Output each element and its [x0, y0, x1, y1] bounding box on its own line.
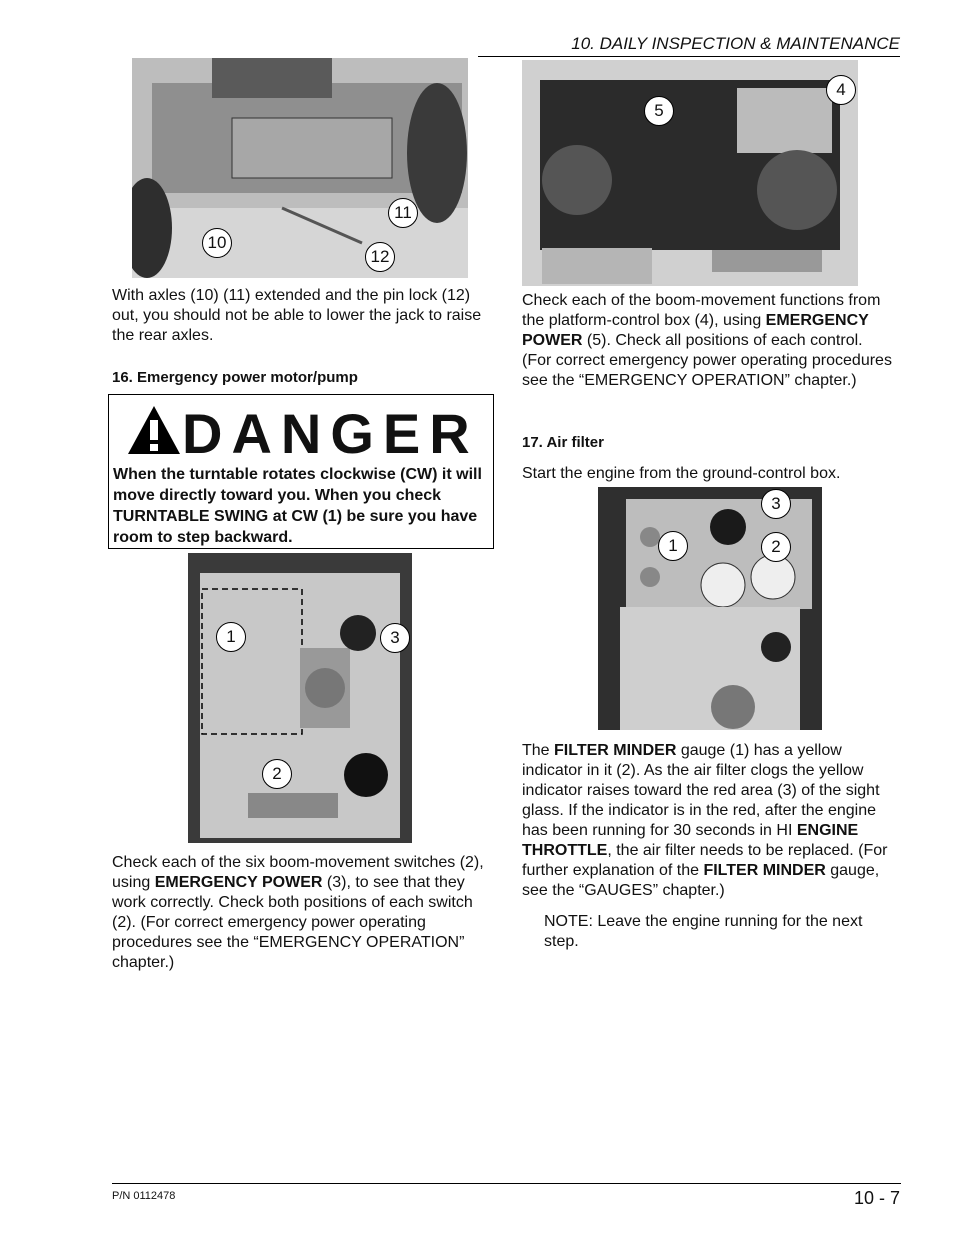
filter-explanation-d: ENGINE THROTTLE	[522, 822, 859, 859]
filter-minder-illustration	[598, 487, 822, 730]
filter-explanation	[522, 741, 894, 901]
callout-3-red-area: 3	[761, 489, 791, 519]
platform-control-illustration	[522, 60, 858, 286]
footer-rule	[112, 1183, 901, 1184]
callout-10: 10	[202, 228, 232, 258]
axles-photo-illustration	[132, 58, 468, 278]
switch-instruction	[112, 853, 492, 973]
filter-explanation-e: , the air filter needs to be replaced. (For further explanation of the	[522, 842, 888, 879]
callout-2-switches: 2	[262, 759, 292, 789]
note-text: NOTE: Leave the engine running for the next step.	[544, 913, 863, 950]
start-engine-instruction: Start the engine from the ground-control box.	[522, 465, 841, 482]
platform-control-photo	[522, 60, 858, 286]
callout-5: 5	[644, 96, 674, 126]
heading-17: 17. Air filter	[522, 434, 604, 451]
ground-control-photo	[188, 553, 412, 843]
section-header: 10. DAILY INSPECTION & MAINTENANCE	[478, 34, 900, 57]
filter-explanation-g: gauge, see the “GAUGES” chapter.)	[522, 862, 880, 899]
part-number: P/N 0112478	[112, 1190, 176, 1202]
warning-triangle-icon	[126, 404, 182, 456]
danger-message: When the turntable rotates clockwise (CW) it will move directly toward you. When you check TURNTABLE SWING at CW (1) be sure you have room to step backward.	[113, 466, 482, 546]
heading-16: 16. Emergency power motor/pump	[112, 369, 358, 386]
filter-explanation-f: FILTER MINDER	[703, 862, 826, 879]
platform-instruction	[522, 291, 892, 391]
filter-explanation-c: gauge (1) has a yellow indicator in it (2). As the air filter clogs the yellow indicator raises toward the red area (3) of the sight glass. If the indicator is in the red, after the engine has been running for 30 seconds in HI	[522, 742, 880, 839]
platform-instruction-b: EMERGENCY POWER	[522, 312, 869, 349]
callout-1-gauge: 1	[658, 531, 688, 561]
callout-1-switches: 1	[216, 622, 246, 652]
filter-explanation-a: The	[522, 742, 555, 759]
callout-4: 4	[826, 75, 856, 105]
callout-3-emergency: 3	[380, 623, 410, 653]
filter-minder-photo	[598, 487, 822, 730]
switch-instruction-c: (3), to see that they work correctly. Check both positions of each switch (2). (For correct emergency power operating procedures see the “EMERGENCY OPERATION” chapter.)	[112, 874, 473, 971]
page-number: 10 - 7	[853, 1188, 900, 1208]
callout-11: 11	[388, 198, 418, 228]
axles-photo	[132, 58, 468, 278]
filter-explanation-b: FILTER MINDER	[554, 742, 677, 759]
platform-instruction-a: Check each of the boom-movement functions from the platform-control box (4), using	[522, 292, 881, 329]
callout-2-indicator: 2	[761, 532, 791, 562]
switch-instruction-b: EMERGENCY POWER	[154, 874, 323, 891]
danger-heading: DANGER	[182, 402, 479, 465]
ground-control-illustration	[188, 553, 412, 843]
axle-instruction: With axles (10) (11) extended and the pin lock (12) out, you should not be able to lower the jack to raise the rear axles.	[112, 287, 482, 344]
platform-instruction-c: (5). Check all positions of each control. (For correct emergency power operating procedures see the “EMERGENCY OPERATION” chapter.)	[522, 332, 892, 389]
switch-instruction-a: Check each of the six boom-movement switches (2), using	[112, 854, 484, 891]
callout-12: 12	[365, 242, 395, 272]
